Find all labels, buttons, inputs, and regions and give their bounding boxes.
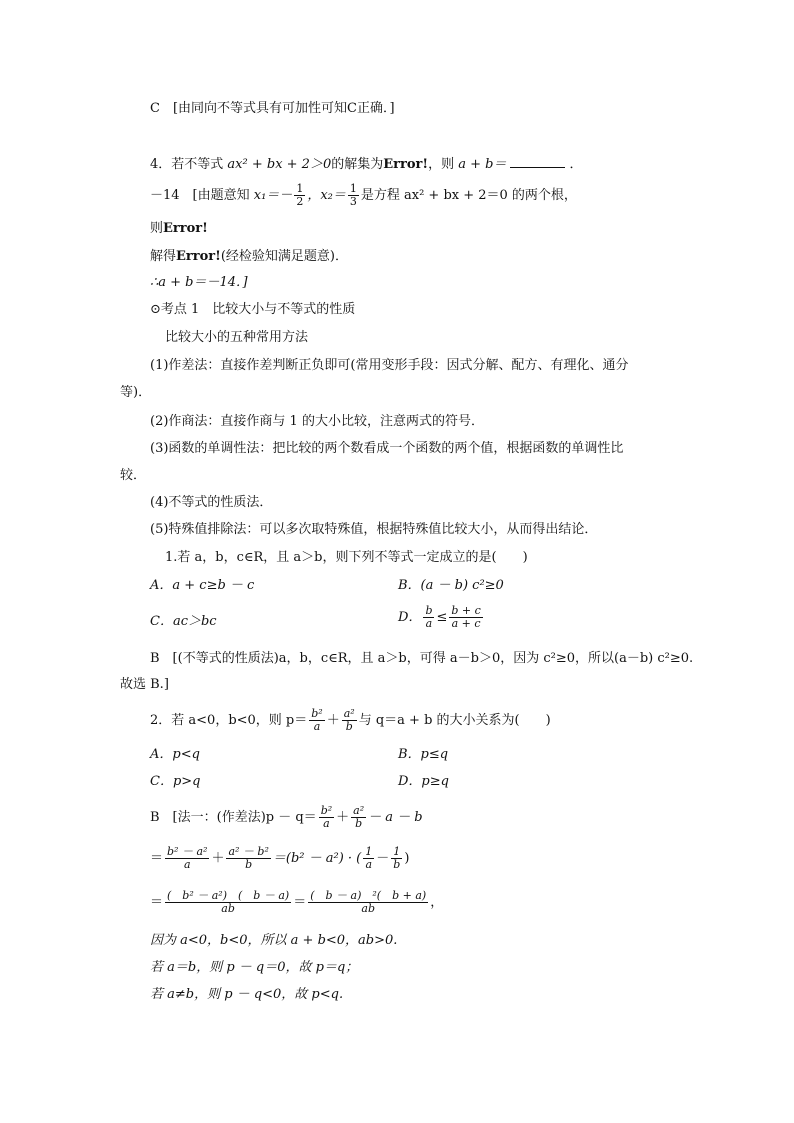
answer-4-jie: 解得Error!(经检验知满足题意)．	[150, 249, 349, 264]
method-3-cont: 较．	[120, 468, 147, 483]
answer-prev: C [由同向不等式具有可加性可知C正确．]	[150, 101, 395, 116]
methods-title: 比较大小的五种常用方法	[165, 330, 309, 345]
answer-1-cont: 故选 B.]	[120, 677, 169, 692]
solution-line-3: ＝ $\frac{\text{( b² － a²) ( b － a)}}{ab}$ ＝ $\frac{\text{( b － a) ²( b + a)}}{ab}$ ，	[150, 889, 444, 915]
method-4: (4)不等式的性质法．	[150, 495, 273, 510]
method-5: (5)特殊值排除法：可以多次取特殊值，根据特殊值比较大小，从而得出结论．	[150, 522, 598, 537]
option-2d: D．p≥q	[398, 774, 449, 789]
fraction-half: $\frac{1}{2}$	[296, 182, 304, 208]
solution-line-1: B [法一：(作差法)p － q＝ $\frac{\text{b²}}{a}$ ＋ $\frac{\text{a²}}{b}$ － a － b	[150, 804, 423, 830]
answer-blank	[510, 155, 565, 168]
question-4: 4．若不等式 ax² + bx + 2＞0的解集为Error!，则 a + b＝ ．	[150, 157, 583, 172]
option-2c: C．p>q	[150, 774, 201, 789]
answer-4-result: ∴a + b＝－14．]	[150, 275, 248, 290]
method-1: (1)作差法：直接作差判断正负即可(常用变形手段：因式分解、配方、有理化、通分	[150, 358, 629, 373]
answer-4: －14 [由题意知 x₁＝－ $\frac{1}{2}$ ，x₂＝ $\frac{1}{3}$ 是方程 ax² + bx + 2＝0 的两个根，	[150, 182, 577, 208]
solution-line-2: ＝ $\frac{\text{b² － a²}}{a}$ ＋ $\frac{\text{a² － b²}}{b}$ ＝(b² － a²) · ( $\frac{1}{a}$ － $\frac{1}{b}$ )	[150, 845, 410, 871]
option-1d: D． $\frac{b}{a}$ ≤ $\frac{b + c}{a + c}$	[398, 604, 481, 630]
solution-line-6: 若 a≠b，则 p － q<0，故 p<q.	[150, 987, 344, 1002]
option-1c: C．ac＞bc	[150, 614, 217, 629]
method-1-cont: 等)．	[120, 385, 152, 400]
answer-1: B [(不等式的性质法)a，b，c∈R，且 a＞b，可得 a－b＞0，因为 c²≥0，所以(a－b) c²≥0.	[150, 651, 694, 666]
question-2: 2．若 a<0，b<0，则 p＝ $\frac{\text{b²}}{a}$ ＋ $\frac{\text{a²}}{b}$ 与 q＝a + b 的大小关系为( )	[150, 707, 551, 733]
solution-line-5: 若 a＝b，则 p － q＝0，故 p＝q；	[150, 960, 359, 975]
answer-4-ze: 则Error!	[150, 221, 208, 236]
method-3: (3)函数的单调性法：把比较的两个数看成一个函数的两个值，根据函数的单调性比	[150, 441, 624, 456]
fraction-third: $\frac{1}{3}$	[349, 182, 357, 208]
section-heading: ⊙考点 1 比较大小与不等式的性质	[150, 302, 356, 317]
option-1a: A．a + c≥b － c	[150, 578, 255, 593]
solution-line-4: 因为 a<0，b<0，所以 a + b<0，ab>0.	[150, 933, 398, 948]
option-1b: B．(a － b) c²≥0	[398, 578, 504, 593]
option-2a: A．p<q	[150, 747, 200, 762]
option-2b: B．p≤q	[398, 747, 449, 762]
method-2: (2)作商法：直接作商与 1 的大小比较，注意两式的符号．	[150, 414, 484, 429]
question-1: 1.若 a，b，c∈R，且 a＞b，则下列不等式一定成立的是( )	[165, 550, 528, 565]
